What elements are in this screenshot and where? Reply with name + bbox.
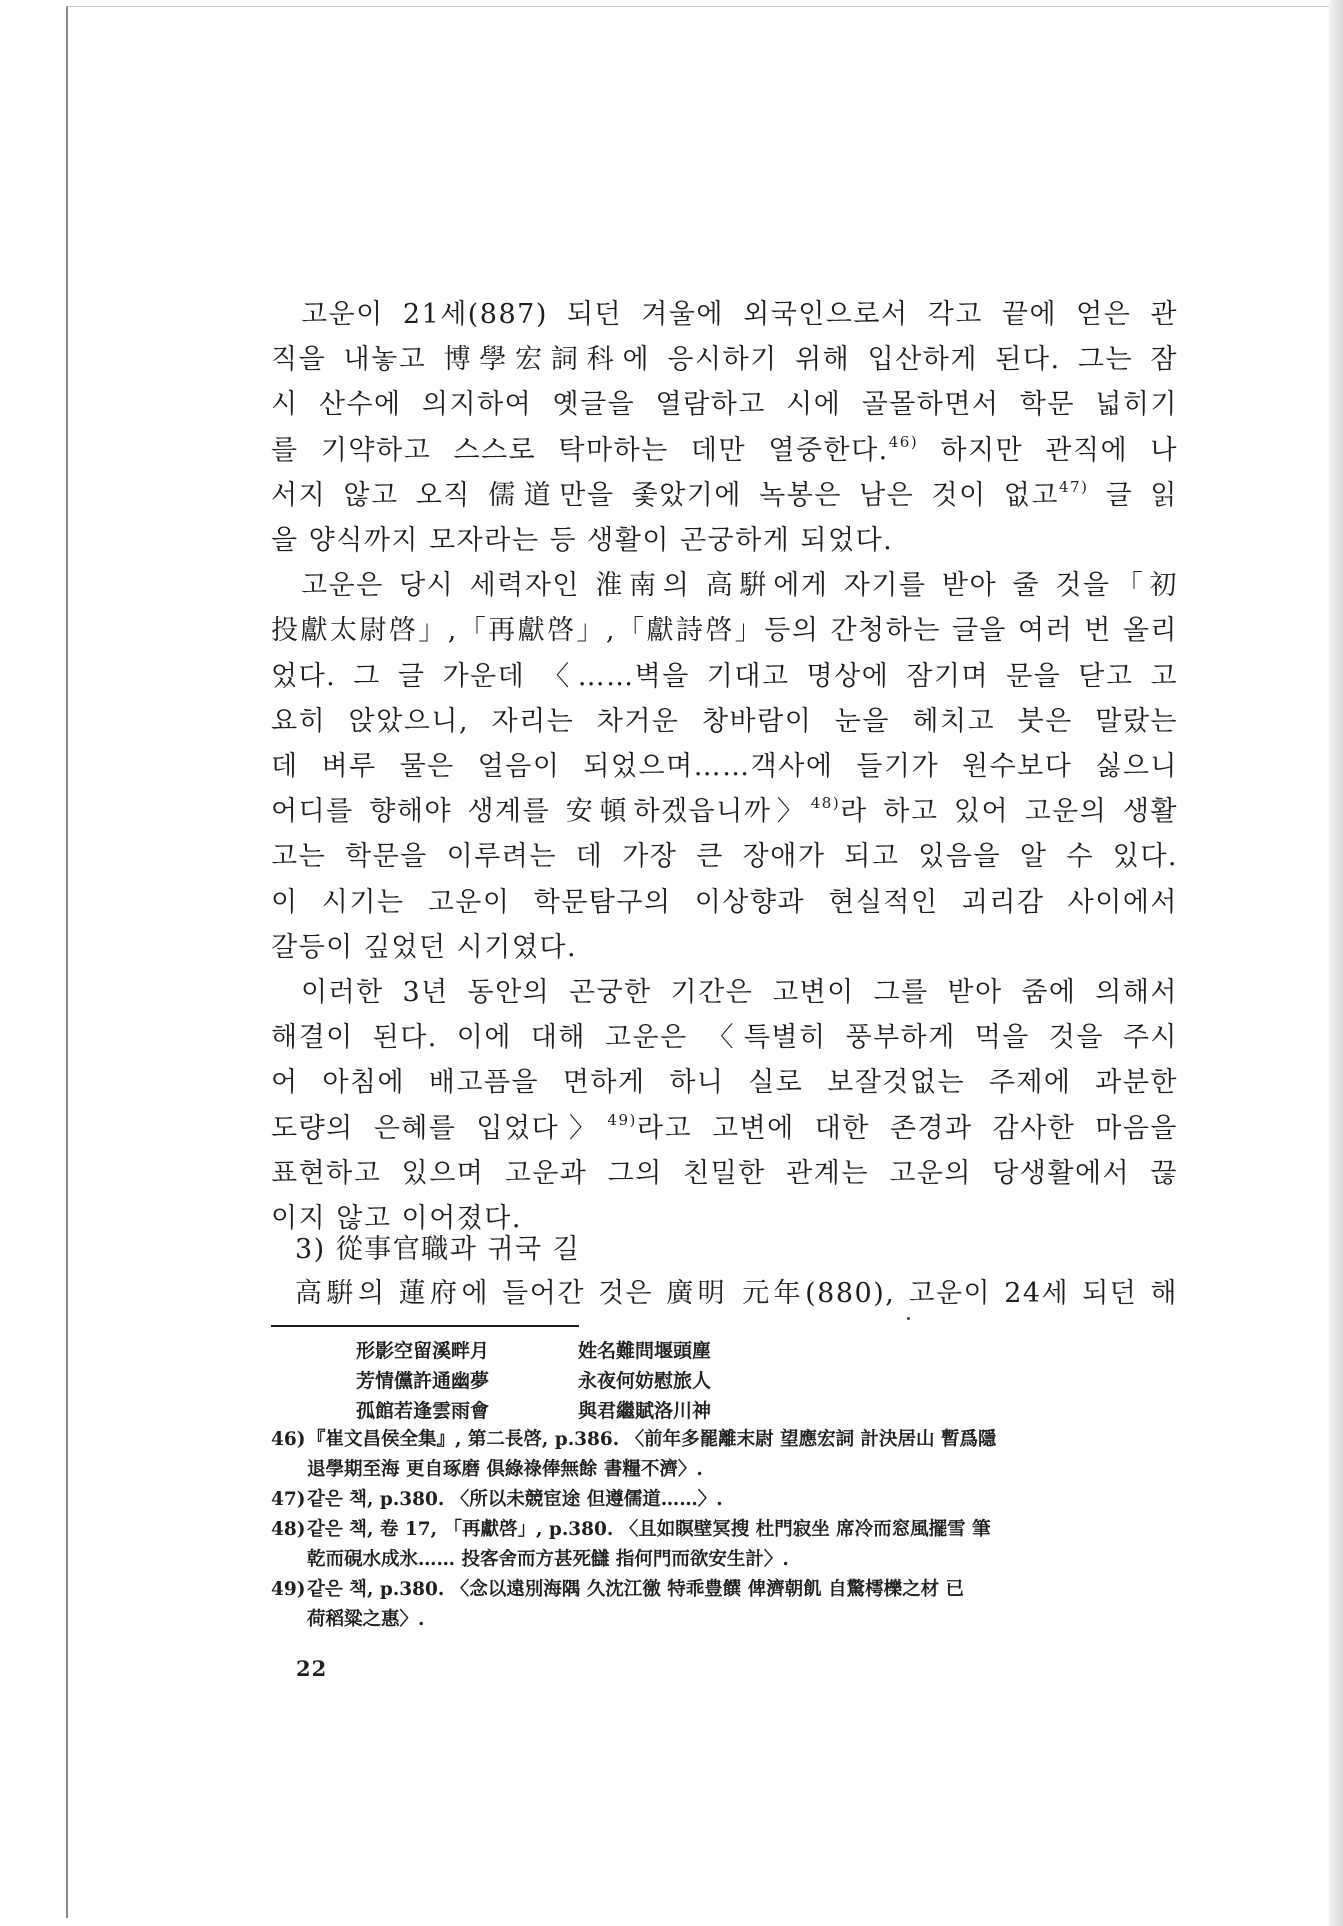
text-line [271,473,1178,518]
footnote-divider [271,1325,579,1327]
footnote-number: 49) [271,1579,306,1600]
footnote-ref: 49) [607,1110,637,1129]
footnotes [271,1425,1178,1635]
footnote-line: 退學期至海 更自琢磨 俱綠祿俸無餘 書糧不濟〉. [307,1459,703,1480]
poem-verse: 芳情儻許通幽夢 [356,1370,490,1392]
poem-verse: 姓名難問堰頭塵 [578,1340,712,1362]
poem-block [356,1336,766,1426]
text-line: 고운은 당시 세력자인 淮南의 高騈에게 자기를 받아 줄 것을「初 [301,570,1178,602]
text-line: 시 산수에 의지하여 옛글을 열람하고 시에 골몰하면서 학문 넓히기 [271,389,1178,421]
text-line: 고는 학문을 이루려는 데 가장 큰 장애가 되고 있음을 알 수 있다. [271,841,1178,873]
footnote-line: 乾而硯水成氷…… 投客舍而方甚死讎 指何門而欲安生計〉. [307,1549,789,1570]
text-line: 어 아침에 배고픔을 면하게 하니 실로 보잘것없는 주제에 과분한 [271,1067,1178,1099]
text-segment: 하지만 관직에 나 [940,434,1178,466]
footnote-line: 『崔文昌侯全集』, 第二長啓, p.386. 〈前年多罷離末尉 望應宏詞 計決居山 暫爲隱 [307,1429,997,1450]
text-line [271,428,1178,473]
text-line [271,1106,1178,1151]
footnote-47 [271,1485,1178,1515]
text-line: 을 양식까지 모자라는 등 생활이 곤궁하게 되었다. [271,525,894,557]
footnote-text [307,1425,1178,1485]
footnote-46 [271,1425,1178,1485]
footnote-line: 같은 책, p.380. 〈念以遠別海隅 久沈江徼 特乖豊饌 俾濟朝飢 自驚樗櫟之材 已 [307,1579,965,1600]
page-edge-shadow [1329,0,1343,1926]
poem-verse: 永夜何妨慰旅人 [578,1370,712,1392]
section-heading: 3) 從事官職과 귀국 길 [295,1234,581,1265]
poem-row [356,1366,766,1396]
poem-row [356,1336,766,1366]
text-segment: 어디를 향해야 생계를 安頓하겠읍니까〉 [271,796,811,828]
text-line [271,789,1178,834]
footnote-text [307,1575,1178,1635]
paragraph-3 [271,970,1178,1241]
stray-mark [907,1317,910,1320]
footnote-text [307,1485,1178,1515]
text-line: 표현하고 있으며 고운과 그의 친밀한 관계는 고운의 당생활에서 끊 [271,1157,1178,1189]
text-line: 이 시기는 고운이 학문탐구의 이상향과 현실적인 괴리감 사이에서 [271,886,1178,918]
text-segment: 글 읽 [1105,479,1178,511]
footnote-line: 같은 책, 卷 17, 「再獻啓」, p.380. 〈且如瞑壁冥搜 杜門寂坐 席冷而窓風擺雪 筆 [307,1519,991,1540]
footnote-ref: 47) [1058,477,1089,496]
paragraph-2 [271,563,1178,970]
text-line: 해결이 된다. 이에 대해 고운은 〈특별히 풍부하게 먹을 것을 주시 [271,1022,1178,1054]
footnote-ref: 48) [810,794,841,813]
poem-verse: 形影空留溪畔月 [356,1340,490,1362]
paragraph-1 [271,292,1178,563]
text-segment: 라 하고 있어 고운의 생활 [840,796,1178,828]
text-line: 었다. 그 글 가운데 〈……벽을 기대고 명상에 잠기며 문을 닫고 고 [271,660,1178,692]
poem-verse: 孤館若逢雲雨會 [356,1400,490,1422]
footnote-48 [271,1515,1178,1575]
text-line: 이러한 3년 동안의 곤궁한 기간은 고변이 그를 받아 줌에 의해서 [301,977,1178,1009]
text-segment: 서지 않고 오직 儒道만을 좇았기에 녹봉은 남은 것이 없고 [271,479,1059,511]
poem-verse: 與君繼賦洛川神 [578,1400,712,1422]
footnote-49 [271,1575,1178,1635]
footnote-ref: 46) [888,432,919,451]
footnote-number: 47) [271,1489,306,1510]
section-first-line: 高騈의 蓮府에 들어간 것은 廣明 元年(880), 고운이 24세 되던 해 [295,1278,1178,1309]
poem-row [356,1396,766,1426]
footnote-number: 46) [271,1429,306,1450]
text-line: 갈등이 깊었던 시기였다. [271,931,578,963]
text-line: 고운이 21세(887) 되던 겨울에 외국인으로서 각고 끝에 얻은 관 [301,299,1178,330]
text-segment: 도량의 은혜를 입었다〉 [271,1112,608,1144]
footnote-line: 같은 책, p.380. 〈所以未競宦途 但遵儒道……〉. [307,1489,723,1510]
text-line: 投獻太尉啓」,「再獻啓」,「獻詩啓」등의 간청하는 글을 여러 번 올리 [271,615,1178,647]
footnote-number: 48) [271,1519,306,1540]
main-body-text [271,292,1178,1241]
text-line: 요히 앉았으니, 자리는 차거운 창바람이 눈을 헤치고 붓은 말랐는 [271,705,1178,737]
text-segment: 를 기약하고 스스로 탁마하는 데만 열중한다. [271,434,889,466]
text-line: 직을 내놓고 博學宏詞科에 응시하기 위해 입산하게 된다. 그는 잠 [271,344,1178,376]
text-segment: 라고 고변에 대한 존경과 감사한 마음을 [636,1112,1178,1144]
footnote-text [307,1515,1178,1575]
footnote-line: 荷稻粱之惠〉. [307,1609,425,1630]
page-number: 22 [296,1656,328,1681]
text-line: 이지 않고 이어졌다. [271,1203,522,1235]
text-line: 데 벼루 물은 얼음이 되었으며……객사에 들기가 원수보다 싫으니 [271,751,1178,783]
